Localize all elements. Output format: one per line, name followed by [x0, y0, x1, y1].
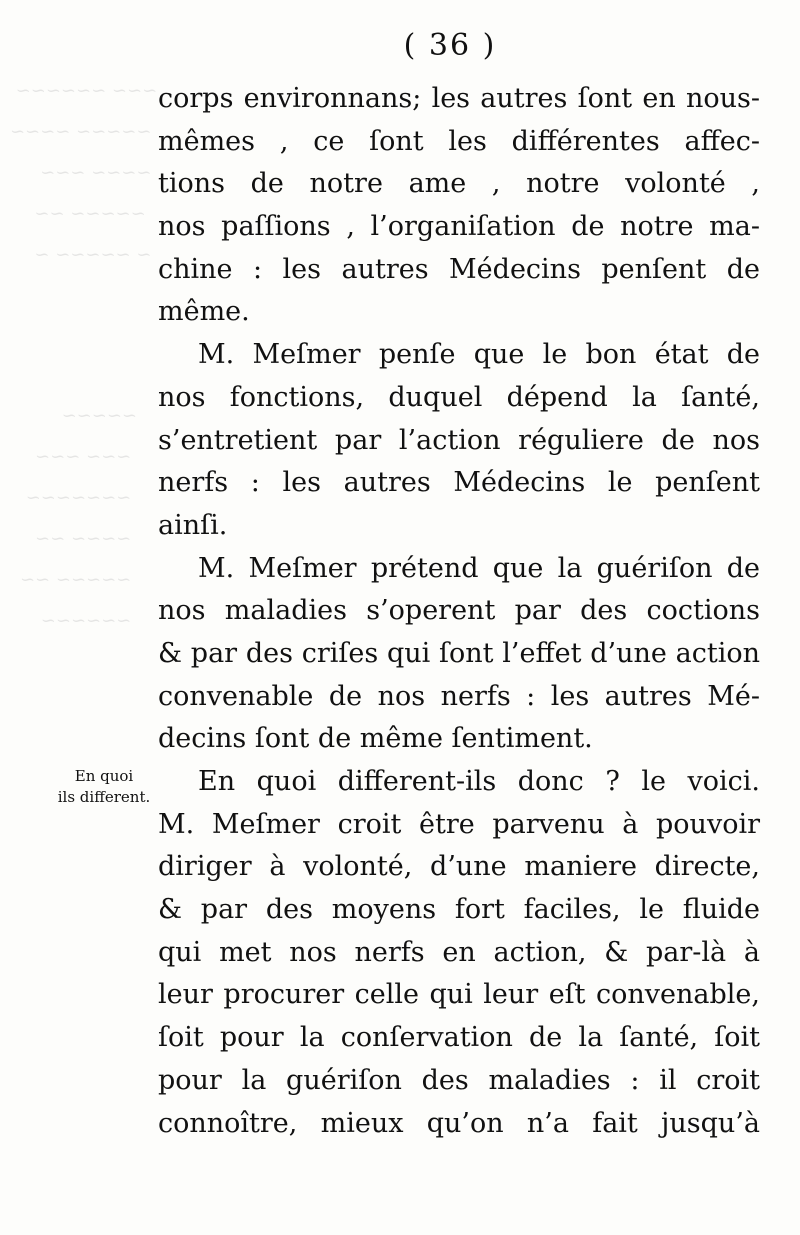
text-line: corps environnans; les autres ſont en nous-	[158, 83, 760, 114]
text-line: connoître, mieux qu’on n’a fait jusqu’à	[158, 1107, 760, 1139]
text-line: s’entretient par l’action réguliere de nos	[158, 424, 760, 456]
margin-note-line: En quoi	[74, 767, 134, 785]
text-line: nos fonctions, duquel dépend la ſanté,	[158, 381, 760, 413]
text-line: mêmes , ce ſont les différentes affec-	[158, 125, 760, 157]
text-line: ainſi.	[158, 509, 228, 541]
text-line: & par des moyens fort faciles, le fluide	[158, 894, 760, 926]
text-line: chine : les autres Médecins penſent de	[158, 253, 760, 285]
text-line: tions de notre ame , notre volonté ,	[158, 168, 760, 200]
text-line: En quoi different-ils donc ? le voici.	[198, 766, 760, 797]
margin-note-line: ils different.	[57, 788, 151, 806]
text-line: leur procurer celle qui leur eſt convenable,	[158, 979, 760, 1011]
page-body	[158, 78, 760, 1145]
text-line: M. Meſmer penſe que le bon état de	[198, 339, 760, 371]
text-line: nerfs : les autres Médecins le penſent	[158, 467, 760, 499]
text-line: ſoit pour la conſervation de la ſanté, ſoit	[158, 1022, 760, 1054]
text-line: pour la guériſon des maladies : il croit	[158, 1064, 760, 1096]
text-line: qui met nos nerfs en action, & par-là à	[158, 936, 760, 968]
text-line: même.	[158, 296, 250, 328]
bleed-through-texture: ~~~ ~~~~~~ ~~~~~ ~~~~ ~~~~ ~~~ ~~~~~ ~~ ~ ~~~~~ ~	[10, 80, 158, 265]
text-line: decins ſont de même ſentiment.	[158, 723, 593, 755]
text-line: M. Meſmer prétend que la guériſon de	[198, 552, 760, 584]
margin-note	[52, 766, 156, 808]
text-line: diriger à volonté, d’une maniere directe,	[158, 851, 760, 883]
bleed-through-texture-2: ~~~~~ ~~~ ~~~ ~~~~~~~ ~~~~ ~~ ~~~~~ ~~ ~~~~~~	[20, 405, 138, 631]
page-number: ( 36 )	[403, 28, 497, 63]
text-line: & par des criſes qui ſont l’effet d’une action	[158, 637, 760, 669]
text-line: convenable de nos nerfs : les autres Mé-	[158, 680, 760, 712]
text-line: nos paſſions , l’organiſation de notre ma-	[158, 211, 760, 243]
text-line: M. Meſmer croit être parvenu à pouvoir	[158, 808, 760, 840]
text-line: nos maladies s’operent par des coctions	[158, 595, 760, 627]
